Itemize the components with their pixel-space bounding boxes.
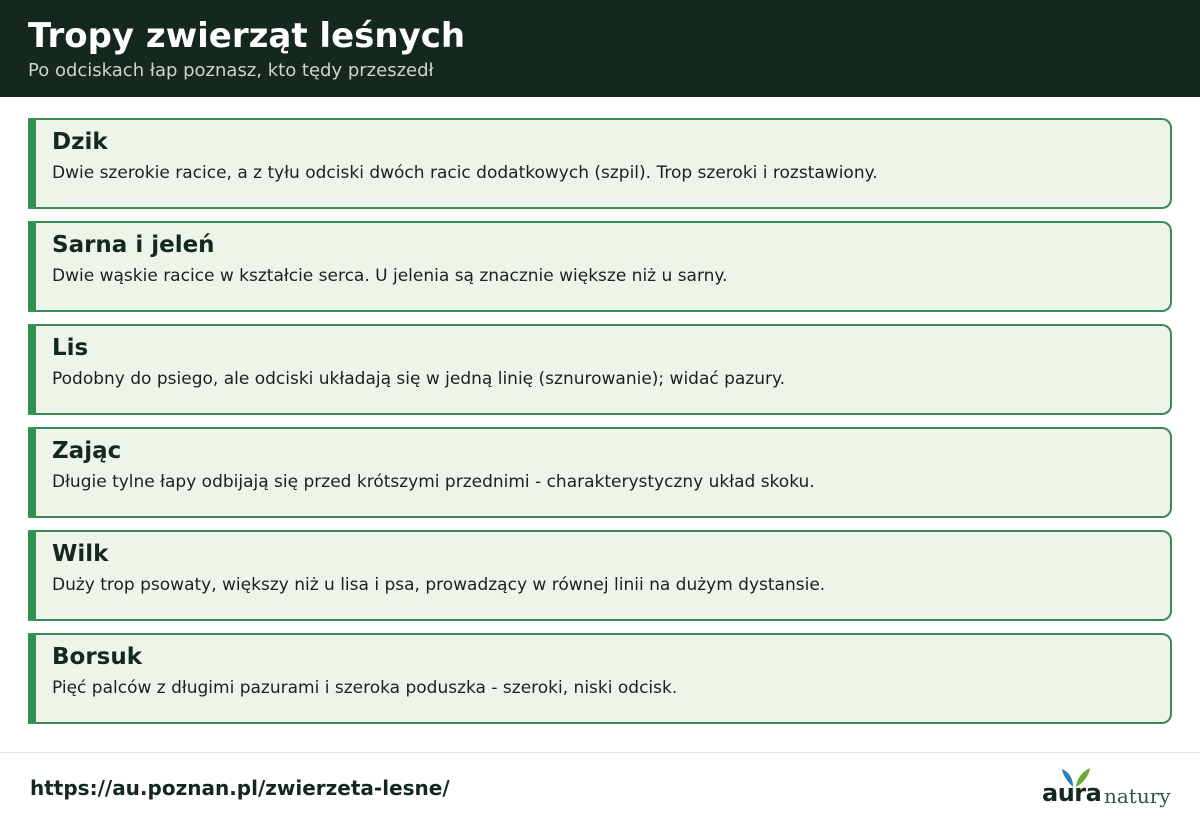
track-card-name: Sarna i jeleń	[52, 232, 215, 258]
source-url-link[interactable]: https://au.poznan.pl/zwierzeta-lesne/	[30, 776, 450, 800]
page-subtitle: Po odciskach łap poznasz, kto tędy przeszedł	[28, 60, 434, 81]
track-card-description: Duży trop psowaty, większy niż u lisa i psa, prowadzący w równej linii na dużym dystansie.	[52, 575, 826, 595]
track-card-description: Podobny do psiego, ale odciski układają się w jedną linię (sznurowanie); widać pazury.	[52, 369, 786, 389]
track-card-name: Dzik	[52, 129, 108, 155]
page-header	[0, 0, 1200, 97]
footer-divider	[0, 752, 1200, 753]
logo-wordmark-natury: natury	[1104, 784, 1171, 808]
track-card-lis	[28, 324, 1172, 415]
track-card-description: Pięć palców z długimi pazurami i szeroka poduszka - szeroki, niski odcisk.	[52, 678, 678, 698]
track-card-name: Borsuk	[52, 644, 143, 670]
logo-wordmark-aura: aura	[1042, 779, 1102, 807]
track-card-name: Zając	[52, 438, 122, 464]
track-card-description: Dwie wąskie racice w kształcie serca. U jelenia są znacznie większe niż u sarny.	[52, 266, 728, 286]
track-card-list	[28, 118, 1172, 736]
track-card-name: Lis	[52, 335, 89, 361]
track-card-sarna-jelen	[28, 221, 1172, 312]
track-card-dzik	[28, 118, 1172, 209]
track-card-zajac	[28, 427, 1172, 518]
track-card-description: Długie tylne łapy odbijają się przed krótszymi przednimi - charakterystyczny układ skoku.	[52, 472, 815, 492]
track-card-description: Dwie szerokie racice, a z tyłu odciski dwóch racic dodatkowych (szpil). Trop szeroki i rozstawiony.	[52, 163, 878, 183]
aura-natury-logo	[1040, 766, 1180, 812]
page-title: Tropy zwierząt leśnych	[28, 16, 466, 56]
track-card-borsuk	[28, 633, 1172, 724]
track-card-name: Wilk	[52, 541, 109, 567]
track-card-wilk	[28, 530, 1172, 621]
